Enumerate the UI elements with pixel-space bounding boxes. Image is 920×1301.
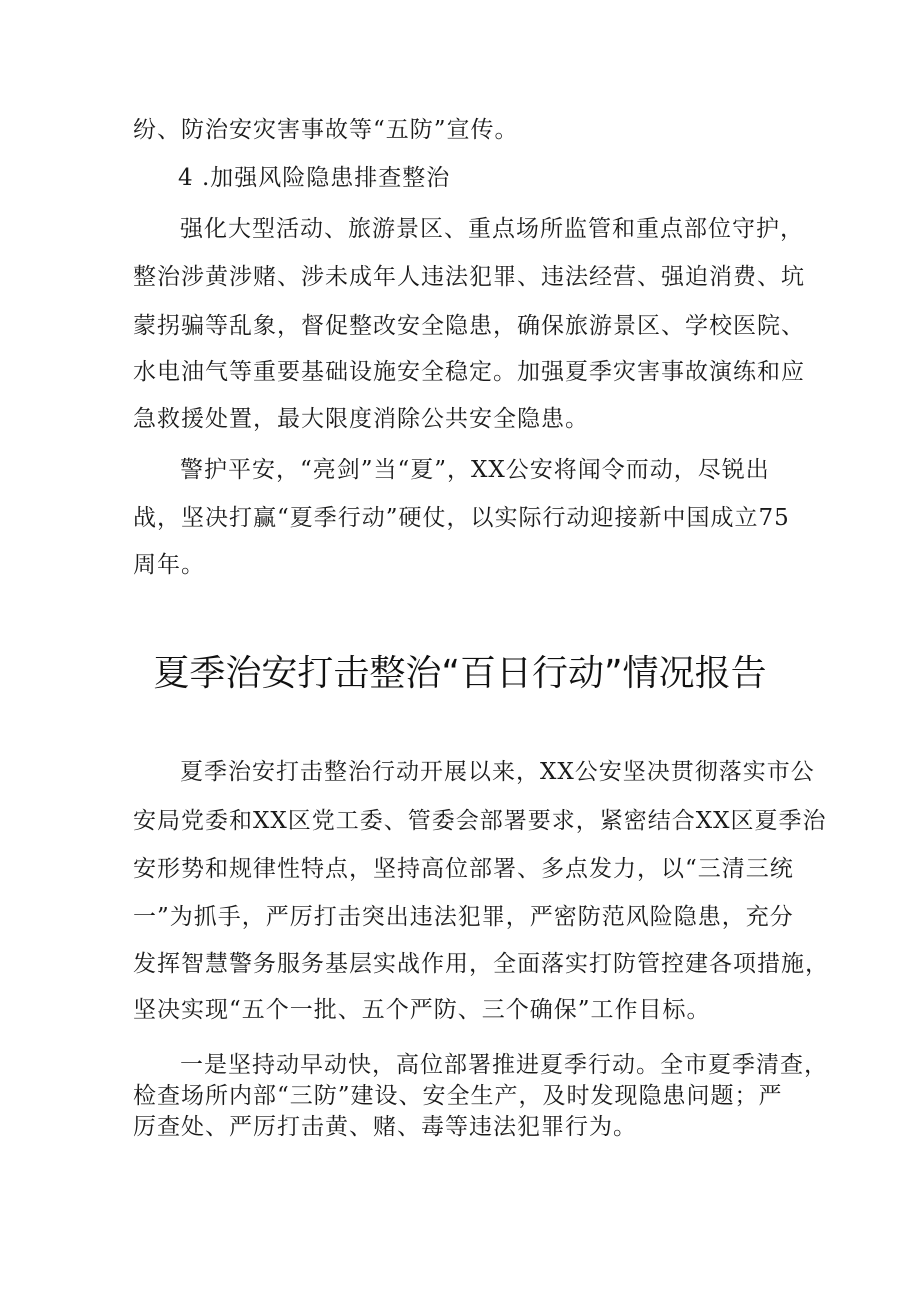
body-line: 急救援处置，最大限度消除公共安全隐患。 [133,406,589,432]
body-line: 战，坚决打赢“夏季行动”硬仗，以实际行动迎接新中国成立75 [133,505,790,531]
report-line: 一”为抓手，严厉打击突出违法犯罪，严密防范风险隐患，充分 [133,904,794,930]
report-line: 检查场所内部“三防”建设、安全生产，及时发现隐患问题；严 [133,1083,783,1109]
report-line: 发挥智慧警务服务基层实战作用，全面落实打防管控建各项措施， [133,951,829,977]
body-line: 整治涉黄涉赌、涉未成年人违法犯罪、违法经营、强迫消费、坑 [133,264,805,290]
report-title: 夏季治安打击整治“百日行动”情况报告 [153,653,767,694]
body-line: 警护平安，“亮剑”当“夏”，XX公安将闻令而动，尽锐出 [180,457,770,483]
report-line: 夏季治安打击整治行动开展以来，XX公安坚决贯彻落实市公 [180,759,815,785]
body-line: 蒙拐骗等乱象，督促整改安全隐患，确保旅游景区、学校医院、 [133,313,805,339]
body-line: 周年。 [133,552,205,578]
numbered-heading: 4 .加强风险隐患排查整治 [178,165,451,191]
report-line: 安形势和规律性特点，坚持高位部署、多点发力，以“三清三统 [133,856,794,882]
report-line: 坚决实现“五个一批、五个严防、三个确保”工作目标。 [133,997,711,1023]
body-line: 强化大型活动、旅游景区、重点场所监管和重点部位守护， [180,216,804,242]
report-line: 一是坚持动早动快，高位部署推进夏季行动。全市夏季清查， [180,1052,828,1078]
report-line: 厉查处、严厉打击黄、赌、毒等违法犯罪行为。 [133,1114,637,1140]
body-line: 水电油气等重要基础设施安全稳定。加强夏季灾害事故演练和应 [133,359,805,385]
report-line: 安局党委和XX区党工委、管委会部署要求，紧密结合XX区夏季治 [133,808,827,834]
body-line: 纷、防治安灾害事故等“五防”宣传。 [133,117,519,143]
